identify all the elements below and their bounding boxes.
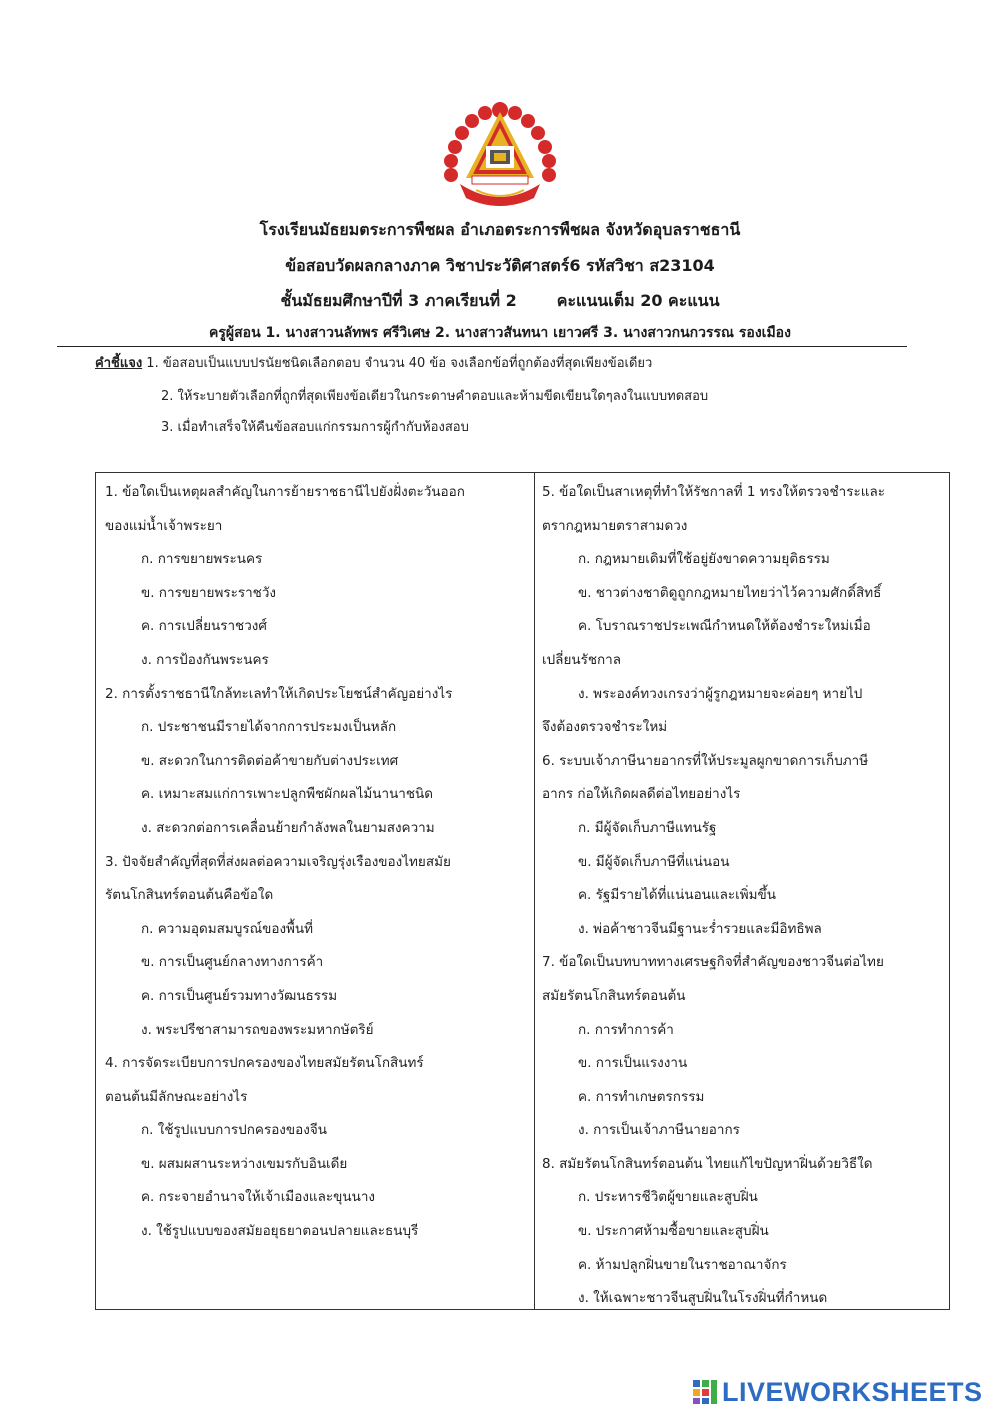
answer-option: ก. การทำการค้า (578, 1021, 674, 1038)
total-score: คะแนนเต็ม 20 คะแนน (556, 291, 720, 310)
question-text: 6. ระบบเจ้าภาษีนายอากรที่ให้ประมูลผูกขาดการเก็บภาษี (542, 752, 869, 769)
answer-option: ข. มีผู้จัดเก็บภาษีที่แน่นอน (578, 853, 730, 870)
question-text: 7. ข้อใดเป็นบทบาททางเศรษฐกิจที่สำคัญของชาวจีนต่อไทย (542, 954, 884, 971)
header-divider (57, 346, 907, 347)
answer-option: ค. การเปลี่ยนราชวงศ์ (141, 618, 267, 635)
right-question-column (542, 476, 947, 1316)
answer-option: ง. พ่อค้าชาวจีนมีฐานะร่ำรวยและมีอิทธิพล (578, 920, 822, 937)
answer-option: ค. ห้ามปลูกฝิ่นขายในราชอาณาจักร (578, 1256, 787, 1273)
liveworksheets-brand[interactable] (692, 1372, 983, 1412)
answer-option: ค. เหมาะสมแก่การเพาะปลูกพืชผักผลไม้นานาชนิด (141, 786, 434, 803)
answer-option: ค. การเป็นศูนย์รวมทางวัฒนธรรม (141, 987, 338, 1004)
question-text: อากร ก่อให้เกิดผลดีต่อไทยอย่างไร (542, 786, 741, 803)
question-text: 4. การจัดระเบียบการปกครองของไทยสมัยรัตนโกสินทร์ (105, 1055, 424, 1072)
answer-option: ข. สะดวกในการติดต่อค้าขายกับต่างประเทศ (141, 752, 399, 769)
answer-option: ค. การทำเกษตรกรรม (578, 1088, 705, 1105)
school-name: โรงเรียนมัธยมตระการพืชผล อำเภอตระการพืชผล จังหวัดอุบลราชธานี (259, 220, 741, 239)
question-text: รัตนโกสินทร์ตอนต้นคือข้อใด (105, 887, 274, 904)
answer-option: ก. ประชาชนมีรายได้จากการประมงเป็นหลัก (141, 719, 397, 736)
question-text: 1. ข้อใดเป็นเหตุผลสำคัญในการย้ายราชธานีไปยังฝั่งตะวันออก (105, 484, 465, 500)
answer-option: ข. การขยายพระราชวัง (141, 584, 277, 601)
column-divider (534, 473, 535, 1309)
answer-option: ง. สะดวกต่อการเคลื่อนย้ายกำลังพลในยามสงความ (141, 819, 435, 836)
instruction-2: 2. ให้ระบายตัวเลือกที่ถูกที่สุดเพียงข้อเดียวในกระดาษคำตอบและห้ามขีดเขียนใดๆลงในแบบทดสอบ (161, 389, 709, 404)
answer-option: ง. พระปรีชาสามารถของพระมหากษัตริย์ (141, 1021, 374, 1038)
question-text: 3. ปัจจัยสำคัญที่สุดที่ส่งผลต่อความเจริญรุ่งเรืองของไทยสมัย (105, 853, 451, 870)
instruction-3: 3. เมื่อทำเสร็จให้คืนข้อสอบแก่กรรมการผู้กำกับห้องสอบ (161, 420, 469, 435)
answer-option: ง. พระองค์ทวงเกรงว่าผู้รูกฎหมายจะค่อยๆ หายไป (578, 685, 863, 702)
question-text: 5. ข้อใดเป็นสาเหตุที่ทำให้รัชกาลที่ 1 ทรงให้ตรวจชำระและ (542, 484, 885, 500)
answer-option: ง. การป้องกันพระนคร (141, 651, 269, 668)
answer-option: ค. รัฐมีรายได้ที่แน่นอนและเพิ่มขึ้น (578, 887, 776, 904)
answer-option: ข. การเป็นศูนย์กลางทางการค้า (141, 954, 324, 971)
questions-table (95, 472, 950, 1310)
question-text: 8. สมัยรัตนโกสินทร์ตอนต้น ไทยแก้ไขปัญหาฝิ่นด้วยวิธีใด (542, 1155, 873, 1172)
answer-option: ค. โบราณราชประเพณีกำหนดให้ต้องชำระใหม่เมื่อ (578, 618, 871, 635)
answer-option: ข. ผสมผสานระหว่างเขมรกับอินเดีย (141, 1155, 348, 1172)
answer-option: ก. กฎหมายเดิมที่ใช้อยู่ยังขาดความยุติธรรม (578, 551, 830, 568)
answer-option: ก. ความอุดมสมบูรณ์ของพื้นที่ (141, 920, 314, 937)
answer-option: ก. การขยายพระนคร (141, 551, 263, 568)
liveworksheets-logo-icon (692, 1379, 718, 1405)
instruction-1 (95, 352, 652, 373)
question-text: 2. การตั้งราชธานีใกล้ทะเลทำให้เกิดประโยชน์สำคัญอย่างไร (105, 685, 453, 702)
answer-option: ข. ชาวต่างชาติดูถูกกฎหมายไทยว่าไว้ความศักดิ์สิทธิ์ (578, 584, 882, 601)
answer-option: ก. ใช้รูปแบบการปกครองของจีน (141, 1122, 327, 1139)
answer-option: ง. ใช้รูปแบบของสมัยอยุธยาตอนปลายและธนบุรี (141, 1223, 419, 1240)
answer-option: ง. การเป็นเจ้าภาษีนายอากร (578, 1122, 740, 1139)
answer-option: ก. ประหารชีวิตผู้ขายและสูบฝิ่น (578, 1189, 758, 1206)
question-text: เปลี่ยนรัชกาล (542, 651, 622, 668)
question-text: สมัยรัตนโกสินทร์ตอนต้น (542, 987, 686, 1004)
answer-option: ค. กระจายอำนาจให้เจ้าเมืองและขุนนาง (141, 1189, 375, 1206)
brand-text: LIVEWORKSHEETS (722, 1376, 983, 1407)
grade-score-line (0, 289, 1000, 314)
exam-title: ข้อสอบวัดผลกลางภาค วิชาประวัติศาสตร์6 รหัสวิชา ส23104 (285, 256, 715, 275)
answer-option: ง. ให้เฉพาะชาวจีนสูบฝิ่นในโรงฝิ่นที่กำหนด (578, 1290, 828, 1307)
question-text: ตอนต้นมีลักษณะอย่างไร (105, 1088, 248, 1105)
question-text: จึงต้องตรวจชำระใหม่ (542, 719, 668, 736)
question-text: ตรากฎหมายตราสามดวง (542, 517, 688, 534)
teachers-line: ครูผู้สอน 1. นางสาวนลัทพร ศรีวิเศษ 2. นางสาวสันทนา เยาวศรี 3. นางสาวกนกวรรณ รองเมือง (209, 325, 791, 341)
question-text: ของแม่น้ำเจ้าพระยา (105, 517, 223, 534)
grade-text: ชั้นมัธยมศึกษาปีที่ 3 ภาคเรียนที่ 2 (280, 291, 517, 310)
instruction-1-text: 1. ข้อสอบเป็นแบบปรนัยชนิดเลือกตอบ จำนวน 40 ข้อ จงเลือกข้อที่ถูกต้องที่สุดเพียงข้อเดียว (142, 356, 653, 371)
answer-option: ข. การเป็นแรงงาน (578, 1055, 688, 1072)
school-logo (442, 98, 558, 214)
answer-option: ก. มีผู้จัดเก็บภาษีแทนรัฐ (578, 819, 717, 836)
instructions-label: คำชี้แจง (95, 356, 143, 371)
answer-option: ข. ประกาศห้ามซื้อขายและสูบฝิ่น (578, 1223, 769, 1240)
left-question-column (105, 476, 530, 1249)
